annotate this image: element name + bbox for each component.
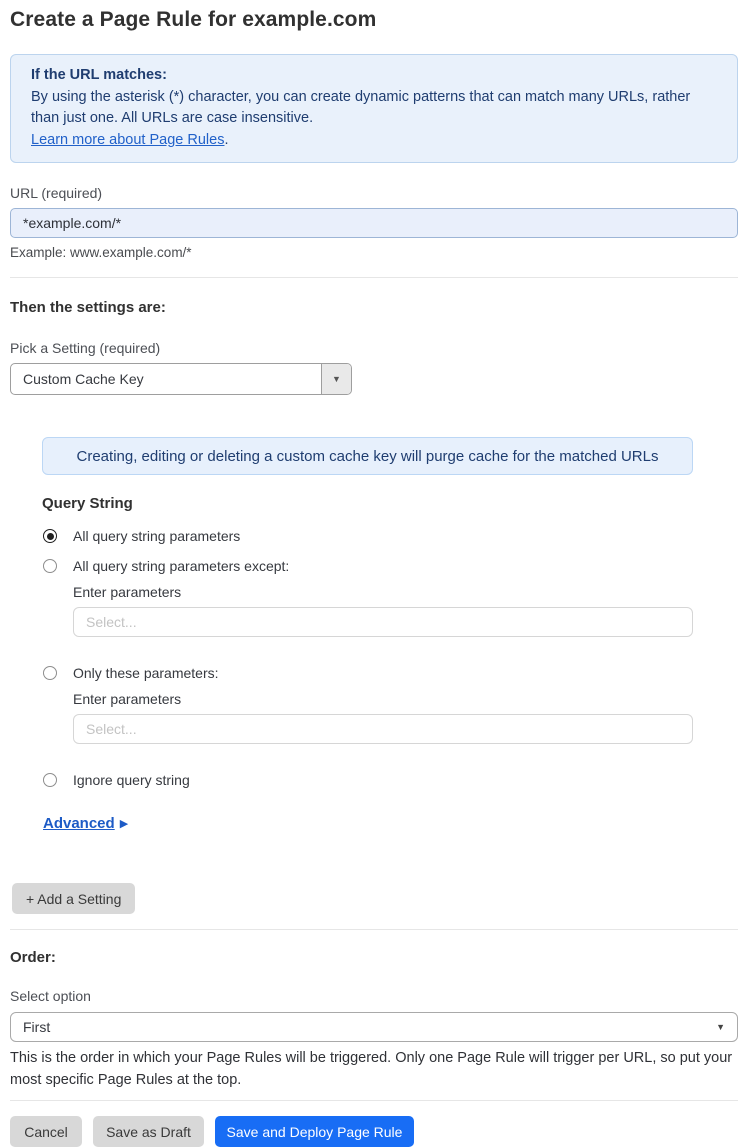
learn-more-link[interactable]: Learn more about Page Rules bbox=[31, 131, 225, 148]
footer-actions bbox=[10, 1116, 738, 1147]
info-box-heading: If the URL matches: bbox=[31, 67, 167, 83]
enter-parameters-label: Enter parameters bbox=[73, 584, 182, 600]
url-input[interactable] bbox=[10, 208, 738, 238]
advanced-toggle[interactable] bbox=[43, 815, 738, 832]
url-helper-text: Example: www.example.com/* bbox=[10, 245, 192, 260]
settings-heading: Then the settings are: bbox=[10, 299, 166, 316]
chevron-right-icon: ▶ bbox=[119, 818, 129, 830]
url-field-label: URL (required) bbox=[10, 185, 103, 201]
radio-label: All query string parameters bbox=[73, 528, 241, 544]
info-box-link-line bbox=[31, 130, 717, 152]
radio-all-query-params[interactable] bbox=[43, 528, 738, 544]
radio-unselected-icon[interactable] bbox=[43, 773, 57, 787]
radio-selected-icon[interactable] bbox=[43, 529, 57, 543]
url-match-info-box bbox=[10, 54, 738, 163]
setting-dropdown[interactable] bbox=[10, 363, 352, 395]
query-string-heading: Query String bbox=[42, 495, 133, 512]
save-as-draft-button[interactable]: Save as Draft bbox=[93, 1116, 204, 1147]
radio-label: Only these parameters: bbox=[73, 665, 219, 681]
cancel-button[interactable]: Cancel bbox=[10, 1116, 82, 1147]
enter-parameters-label: Enter parameters bbox=[73, 691, 182, 707]
order-select-label: Select option bbox=[10, 988, 91, 1004]
save-and-deploy-button[interactable]: Save and Deploy Page Rule bbox=[215, 1116, 414, 1147]
divider bbox=[10, 1100, 738, 1101]
radio-unselected-icon[interactable] bbox=[43, 559, 57, 573]
page-title: Create a Page Rule for example.com bbox=[10, 8, 377, 31]
cache-purge-notice: Creating, editing or deleting a custom cache key will purge cache for the matched URLs bbox=[42, 437, 693, 475]
divider bbox=[10, 929, 738, 930]
order-select[interactable] bbox=[10, 1012, 738, 1042]
order-helper-text: This is the order in which your Page Rules will be triggered. Only one Page Rule will trigger per URL, so put your most specific Page Rules at the top. bbox=[10, 1050, 733, 1088]
only-parameters-input[interactable] bbox=[73, 714, 693, 744]
advanced-link[interactable]: Advanced bbox=[43, 815, 115, 832]
chevron-down-icon: ▼ bbox=[716, 1022, 725, 1032]
divider bbox=[10, 277, 738, 278]
info-box-body: By using the asterisk (*) character, you can create dynamic patterns that can match many URLs, rather than just one. All URLs are case insensitive. bbox=[31, 88, 691, 126]
radio-ignore-query-string[interactable] bbox=[43, 772, 738, 788]
except-parameters-input[interactable] bbox=[73, 607, 693, 637]
order-heading: Order: bbox=[10, 949, 56, 966]
add-setting-button[interactable]: + Add a Setting bbox=[12, 883, 135, 914]
chevron-down-icon[interactable]: ▼ bbox=[321, 364, 351, 394]
radio-label: All query string parameters except: bbox=[73, 558, 290, 574]
link-suffix: . bbox=[224, 131, 229, 148]
order-select-value: First bbox=[23, 1019, 51, 1035]
radio-all-except[interactable] bbox=[43, 558, 738, 574]
pick-setting-label: Pick a Setting (required) bbox=[10, 340, 161, 356]
radio-unselected-icon[interactable] bbox=[43, 666, 57, 680]
radio-only-these[interactable] bbox=[43, 665, 738, 681]
setting-dropdown-value: Custom Cache Key bbox=[23, 371, 144, 387]
radio-label: Ignore query string bbox=[73, 772, 190, 788]
